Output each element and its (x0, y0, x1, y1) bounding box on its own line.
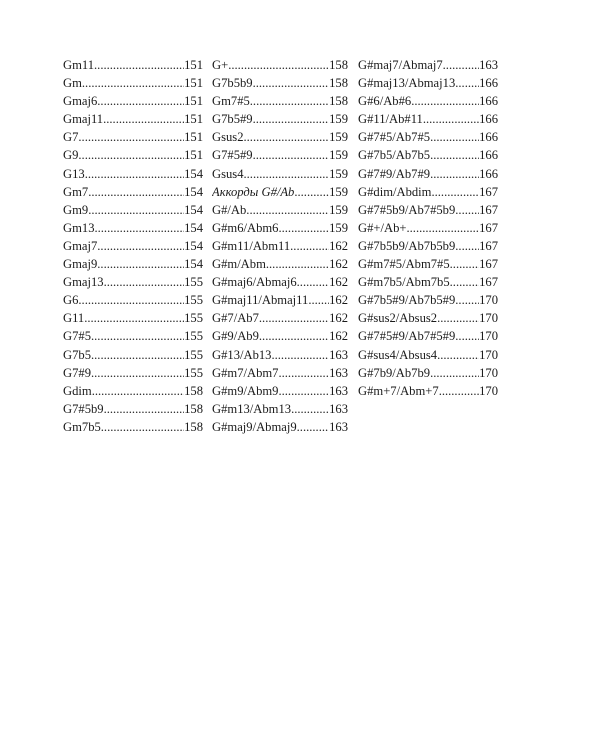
entry-page-number: 170 (479, 365, 498, 380)
entry-chord-name: Gdim (63, 383, 92, 398)
entry-chord-name: Gsus2 (212, 130, 244, 145)
entry-page-number: 158 (184, 401, 203, 416)
entry-page-number: 159 (329, 112, 348, 127)
entry-chord-name: G#m7#5/Abm7#5 (358, 257, 450, 272)
entry-page-number: 155 (184, 365, 203, 380)
entry-chord-name: G#m11/Abm11 (212, 238, 291, 253)
dot-leader (290, 237, 329, 255)
entry-page-number: 158 (329, 94, 348, 109)
entry-page-number: 166 (479, 76, 498, 91)
index-entry (212, 382, 348, 400)
entry-chord-name: G7#9 (63, 365, 91, 380)
index-entry (63, 128, 203, 146)
entry-chord-name: G#sus4/Absus4 (358, 347, 438, 362)
dot-leader (431, 183, 479, 201)
index-entry (212, 110, 348, 128)
entry-page-number: 166 (479, 130, 498, 145)
entry-chord-name: G#7b5/Ab7b5 (358, 148, 431, 163)
entry-chord-name: Gm11 (63, 58, 95, 72)
entry-chord-name: G9 (63, 148, 79, 163)
entry-chord-name: G#maj6/Abmaj6 (212, 275, 297, 290)
index-entry (212, 56, 348, 74)
entry-chord-name: Gm13 (63, 220, 95, 235)
index-entry (63, 201, 203, 219)
entry-page-number: 163 (329, 347, 348, 362)
dot-leader (437, 309, 479, 327)
entry-page-number: 154 (184, 257, 203, 272)
index-entry (63, 364, 203, 382)
entry-page-number: 151 (184, 58, 203, 72)
index-entry (212, 74, 348, 92)
dot-leader (443, 56, 479, 74)
index-entry (63, 110, 203, 128)
dot-leader (94, 219, 184, 237)
dot-leader (455, 291, 479, 309)
entry-chord-name: G7#5 (63, 329, 91, 344)
dot-leader (278, 219, 329, 237)
dot-leader (297, 273, 329, 291)
index-entry (358, 219, 498, 237)
entry-page-number: 167 (479, 238, 498, 253)
index-entry (63, 418, 203, 436)
dot-leader (88, 201, 184, 219)
entry-page-number: 163 (329, 419, 348, 434)
dot-leader (91, 327, 184, 345)
entry-page-number: 166 (479, 112, 498, 127)
entry-page-number: 170 (479, 383, 498, 398)
entry-page-number: 159 (329, 202, 348, 217)
entry-page-number: 151 (184, 76, 203, 91)
index-entry (63, 255, 203, 273)
dot-leader (91, 364, 184, 382)
entry-chord-name: G13 (63, 166, 85, 181)
entry-page-number: 154 (184, 220, 203, 235)
dot-leader (278, 382, 329, 400)
index-entry (358, 382, 498, 400)
index-entry (63, 273, 203, 291)
entry-chord-name: G#maj13/Abmaj13 (358, 76, 456, 91)
dot-leader (104, 273, 185, 291)
entry-page-number: 151 (184, 130, 203, 145)
index-column-3 (358, 56, 498, 400)
entry-chord-name: G#maj11/Abmaj11 (212, 293, 309, 308)
index-entry (212, 255, 348, 273)
dot-leader (455, 201, 479, 219)
entry-chord-name: G#m13/Abm13 (212, 401, 292, 416)
entry-page-number: 167 (479, 275, 498, 290)
entry-chord-name: Gm7b5 (63, 419, 101, 434)
dot-leader (450, 255, 479, 273)
index-entry (212, 309, 348, 327)
entry-chord-name: Gmaj9 (63, 257, 98, 272)
entry-chord-name: G#/Ab (212, 202, 247, 217)
entry-chord-name: Gm (63, 76, 82, 91)
dot-leader (78, 146, 184, 164)
entry-page-number: 163 (479, 58, 498, 72)
index-entry (212, 219, 348, 237)
index-entry (358, 255, 498, 273)
entry-page-number: 154 (184, 238, 203, 253)
dot-leader (78, 128, 184, 146)
entry-chord-name: G#m7/Abm7 (212, 365, 279, 380)
entry-page-number: 155 (184, 347, 203, 362)
dot-leader (430, 364, 479, 382)
dot-leader (439, 382, 479, 400)
index-entry (212, 346, 348, 364)
index-entry (212, 128, 348, 146)
entry-page-number: 163 (329, 401, 348, 416)
entry-chord-name: G#maj9/Abmaj9 (212, 419, 297, 434)
entry-chord-name: G7#5b9 (63, 401, 104, 416)
entry-chord-name: G#7b5b9/Ab7b5b9 (358, 238, 456, 253)
index-entry (63, 74, 203, 92)
dot-leader (278, 364, 329, 382)
entry-chord-name: G#maj7/Abmaj7 (358, 58, 443, 72)
index-entry (63, 309, 203, 327)
index-entry (212, 291, 348, 309)
index-entry (212, 364, 348, 382)
dot-leader (308, 291, 329, 309)
entry-chord-name: G7#5#9 (212, 148, 253, 163)
index-entry (63, 382, 203, 400)
entry-page-number: 154 (184, 184, 203, 199)
index-entry (358, 74, 498, 92)
entry-page-number: 158 (184, 383, 203, 398)
entry-chord-name: G#7#5/Ab7#5 (358, 130, 431, 145)
index-entry (358, 237, 498, 255)
index-entry (358, 273, 498, 291)
dot-leader (430, 128, 479, 146)
entry-page-number: 166 (479, 166, 498, 181)
entry-chord-name: G+ (212, 58, 229, 72)
index-entry (358, 309, 498, 327)
dot-leader (91, 346, 184, 364)
entry-chord-name: G#m9/Abm9 (212, 383, 279, 398)
dot-leader (253, 110, 330, 128)
index-entry (212, 165, 348, 183)
dot-leader (97, 92, 184, 110)
dot-leader (271, 346, 329, 364)
entry-page-number: 155 (184, 329, 203, 344)
entry-chord-name: Gmaj13 (63, 275, 104, 290)
entry-chord-name: G#m7b5/Abm7b5 (358, 275, 450, 290)
entry-chord-name: Gmaj11 (63, 112, 104, 127)
entry-chord-name: G#7#9/Ab7#9 (358, 166, 431, 181)
index-entry (358, 165, 498, 183)
index-entry (358, 183, 498, 201)
entry-page-number: 163 (329, 365, 348, 380)
entry-page-number: 158 (184, 419, 203, 434)
entry-chord-name: Gmaj7 (63, 238, 98, 253)
index-entry (212, 273, 348, 291)
index-entry (358, 201, 498, 219)
index-entry (212, 237, 348, 255)
entry-chord-name: G#dim/Abdim (358, 184, 432, 199)
index-entry (358, 364, 498, 382)
entry-page-number: 166 (479, 148, 498, 163)
dot-leader (411, 92, 479, 110)
dot-leader (455, 74, 479, 92)
entry-chord-name: G#7#5#9/Ab7#5#9 (358, 329, 456, 344)
entry-chord-name: G7b5 (63, 347, 91, 362)
entry-page-number: 159 (329, 184, 348, 199)
index-entry (358, 327, 498, 345)
dot-leader (92, 382, 184, 400)
entry-page-number: 162 (329, 275, 348, 290)
entry-chord-name: G#13/Ab13 (212, 347, 272, 362)
index-entry (63, 165, 203, 183)
entry-page-number: 162 (329, 311, 348, 326)
entry-page-number: 163 (329, 383, 348, 398)
index-section-heading (212, 183, 348, 201)
entry-page-number: 158 (329, 76, 348, 91)
entry-chord-name: G#+/Ab+ (358, 220, 407, 235)
index-entry (212, 146, 348, 164)
entry-page-number: 170 (479, 347, 498, 362)
dot-leader (101, 418, 184, 436)
dot-leader (253, 146, 330, 164)
entry-page-number: 159 (329, 220, 348, 235)
index-entry (358, 128, 498, 146)
entry-page-number: 167 (479, 184, 498, 199)
index-entry (63, 237, 203, 255)
index-entry (63, 183, 203, 201)
index-column-1 (63, 56, 203, 436)
entry-page-number: 162 (329, 238, 348, 253)
index-entry (212, 327, 348, 345)
index-column-2 (212, 56, 348, 436)
index-entry (212, 201, 348, 219)
dot-leader (78, 291, 184, 309)
dot-leader (455, 327, 479, 345)
dot-leader (94, 56, 184, 74)
entry-chord-name: G#sus2/Absus2 (358, 311, 438, 326)
dot-leader (259, 327, 329, 345)
entry-page-number: 170 (479, 311, 498, 326)
dot-leader (294, 183, 329, 201)
entry-chord-name: G#m6/Abm6 (212, 220, 279, 235)
dot-leader (103, 110, 184, 128)
entry-page-number: 159 (329, 166, 348, 181)
entry-chord-name: G#7b5#9/Ab7b5#9 (358, 293, 456, 308)
index-entry (212, 400, 348, 418)
entry-page-number: 170 (479, 293, 498, 308)
entry-chord-name: Gm7#5 (212, 94, 250, 109)
entry-chord-name: G#7b9/Ab7b9 (358, 365, 431, 380)
dot-leader (437, 346, 479, 364)
entry-page-number: 155 (184, 293, 203, 308)
entry-chord-name: Gmaj6 (63, 94, 98, 109)
entry-page-number: 151 (184, 94, 203, 109)
dot-leader (450, 273, 479, 291)
entry-page-number: 167 (479, 257, 498, 272)
dot-leader (88, 183, 184, 201)
index-entry (212, 418, 348, 436)
index-entry (63, 346, 203, 364)
entry-page-number: 159 (329, 130, 348, 145)
dot-leader (430, 146, 479, 164)
dot-leader (423, 110, 479, 128)
entry-chord-name: G7 (63, 130, 79, 145)
entry-chord-name: G#7#5b9/Ab7#5b9 (358, 202, 456, 217)
entry-chord-name: G11 (63, 311, 85, 326)
dot-leader (246, 201, 329, 219)
index-entry (63, 327, 203, 345)
index-entry (212, 92, 348, 110)
index-entry (358, 346, 498, 364)
dot-leader (85, 165, 184, 183)
entry-chord-name: Аккорды G#/Ab (212, 184, 295, 199)
entry-chord-name: G7b5#9 (212, 112, 253, 127)
entry-chord-name: G#m/Abm (212, 257, 266, 272)
entry-page-number: 151 (184, 112, 203, 127)
entry-page-number: 167 (479, 202, 498, 217)
dot-leader (297, 418, 329, 436)
entry-chord-name: G#6/Ab#6 (358, 94, 412, 109)
dot-leader (266, 255, 329, 273)
index-entry (63, 56, 203, 74)
index-entry (358, 92, 498, 110)
dot-leader (228, 56, 329, 74)
entry-page-number: 158 (329, 58, 348, 72)
entry-page-number: 162 (329, 257, 348, 272)
entry-page-number: 154 (184, 166, 203, 181)
dot-leader (407, 219, 480, 237)
entry-chord-name: G#9/Ab9 (212, 329, 259, 344)
dot-leader (244, 165, 330, 183)
dot-leader (430, 165, 479, 183)
dot-leader (253, 74, 330, 92)
entry-page-number: 167 (479, 220, 498, 235)
entry-chord-name: Gm9 (63, 202, 89, 217)
entry-chord-name: G6 (63, 293, 79, 308)
dot-leader (259, 309, 329, 327)
dot-leader (84, 309, 184, 327)
dot-leader (104, 400, 185, 418)
index-entry (358, 146, 498, 164)
entry-page-number: 162 (329, 329, 348, 344)
entry-chord-name: G#m+7/Abm+7 (358, 383, 439, 398)
dot-leader (82, 74, 184, 92)
index-entry (358, 110, 498, 128)
entry-page-number: 154 (184, 202, 203, 217)
dot-leader (97, 255, 184, 273)
index-entry (63, 92, 203, 110)
entry-page-number: 162 (329, 293, 348, 308)
index-entry (63, 400, 203, 418)
entry-page-number: 155 (184, 311, 203, 326)
index-entry (358, 291, 498, 309)
entry-page-number: 159 (329, 148, 348, 163)
entry-page-number: 151 (184, 148, 203, 163)
dot-leader (250, 92, 329, 110)
entry-chord-name: G#7/Ab7 (212, 311, 259, 326)
entry-page-number: 166 (479, 94, 498, 109)
index-entry (358, 56, 498, 74)
index-entry (63, 146, 203, 164)
dot-leader (291, 400, 329, 418)
entry-chord-name: Gsus4 (212, 166, 244, 181)
dot-leader (244, 128, 330, 146)
entry-page-number: 155 (184, 275, 203, 290)
entry-chord-name: Gm7 (63, 184, 89, 199)
entry-page-number: 170 (479, 329, 498, 344)
dot-leader (455, 237, 479, 255)
index-entry (63, 219, 203, 237)
entry-chord-name: G7b5b9 (212, 76, 253, 91)
entry-chord-name: G#11/Ab#11 (358, 112, 423, 127)
dot-leader (97, 237, 184, 255)
index-entry (63, 291, 203, 309)
